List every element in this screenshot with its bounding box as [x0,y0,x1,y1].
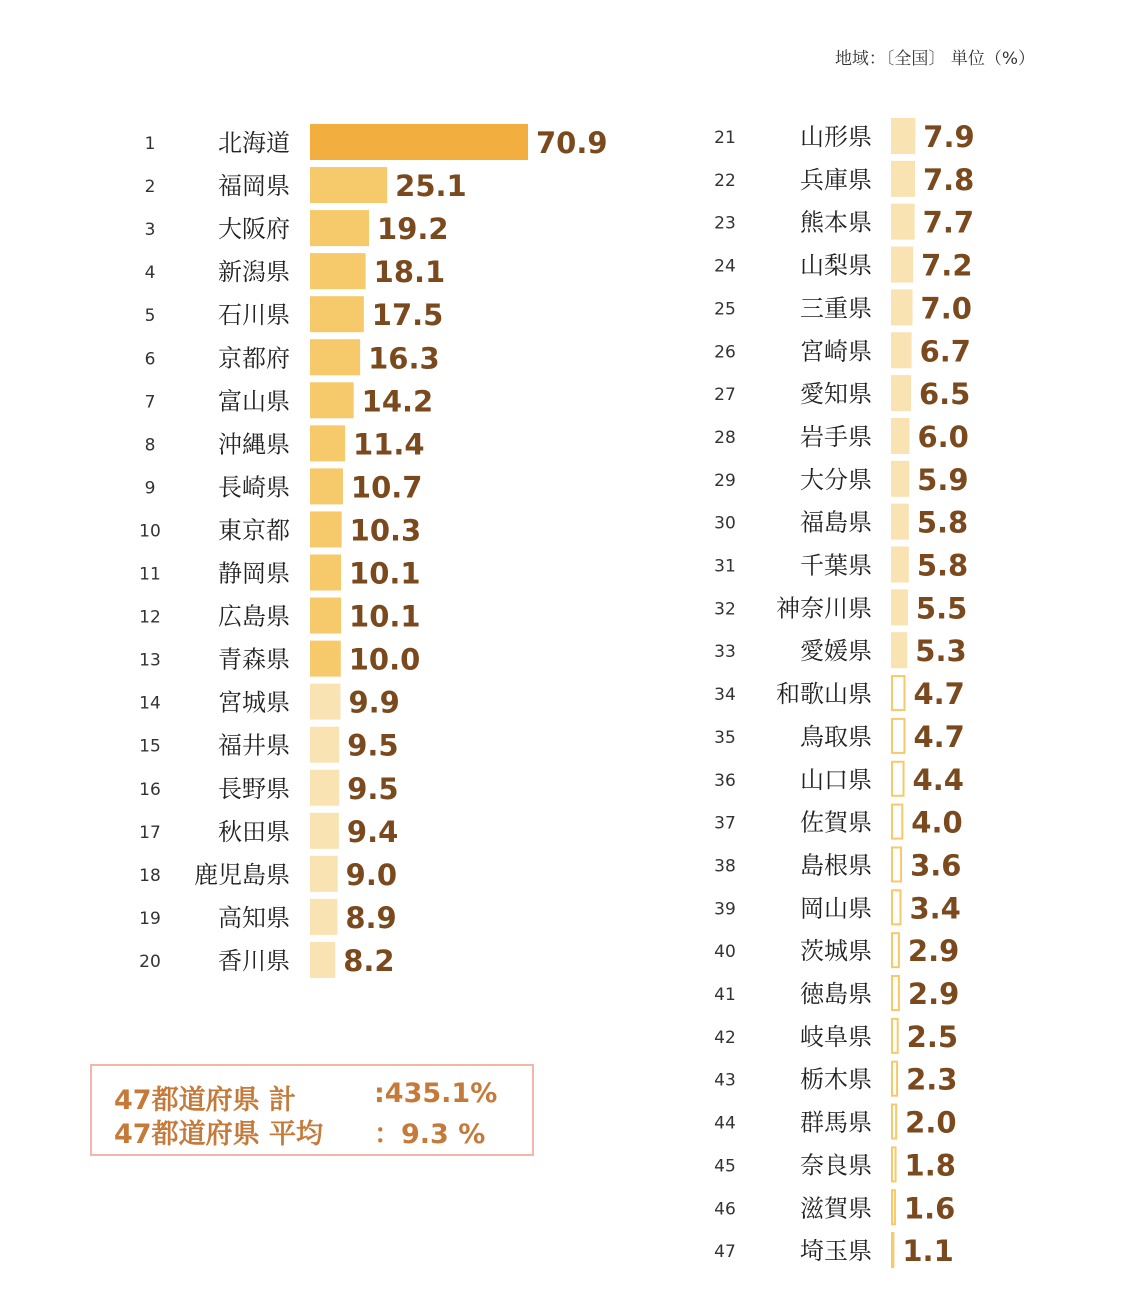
bar [892,933,899,967]
bar [892,976,899,1010]
bar [892,1147,896,1181]
prefecture-label: 山梨県 [800,251,872,280]
value-label: 6.5 [918,377,971,412]
prefecture-label: 神奈川県 [776,594,872,623]
bar [892,1105,896,1139]
rank-label: 35 [714,727,736,748]
bar [891,547,909,583]
bar [310,727,339,763]
prefecture-label: 福島県 [800,508,872,537]
rank-label: 24 [714,256,736,277]
rank-label: 14 [139,693,161,714]
prefecture-label: 愛媛県 [800,637,872,666]
rank-label: 47 [714,1242,736,1263]
rank-label: 7 [144,392,156,413]
prefecture-label: 大阪府 [218,215,290,244]
value-label: 10.1 [349,556,421,591]
bar [310,856,338,892]
prefecture-label: 岩手県 [800,422,872,451]
value-label: 6.0 [917,419,969,454]
rank-label: 13 [139,650,161,671]
bar [891,461,909,497]
prefecture-label: 佐賀県 [800,808,872,837]
rank-label: 11 [139,564,161,585]
bar [891,632,907,668]
value-label: 1.8 [904,1148,956,1183]
rank-label: 30 [714,513,736,534]
bar [891,504,909,540]
prefecture-label: 島根県 [800,851,872,880]
value-label: 9.0 [345,857,398,892]
rank-label: 45 [714,1156,736,1177]
value-label: 9.9 [348,685,400,720]
value-label: 2.9 [907,934,960,969]
rank-label: 8 [144,435,156,456]
value-label: 25.1 [395,169,467,204]
value-label: 4.7 [913,719,965,754]
prefecture-label: 埼玉県 [800,1237,872,1266]
summary-total-value: :435.1% [374,1078,498,1109]
bar [892,1062,897,1096]
rank-label: 9 [144,478,156,499]
value-label: 3.4 [909,891,961,926]
prefecture-label: 三重県 [800,294,872,323]
prefecture-label: 鳥取県 [800,722,872,751]
summary-average-row [114,1112,486,1151]
rank-label: 37 [714,813,736,834]
value-label: 10.0 [348,642,421,677]
bar [310,813,339,849]
rank-label: 44 [714,1113,736,1134]
value-label: 1.1 [902,1234,954,1269]
prefecture-label: 宮城県 [218,688,290,717]
bar [891,589,908,625]
rank-label: 16 [139,779,161,800]
value-label: 4.7 [913,677,965,712]
value-label: 5.5 [915,591,968,626]
value-label: 7.8 [922,162,975,197]
bar [891,418,909,454]
rank-label: 27 [714,385,736,406]
rank-label: 2 [144,177,156,198]
prefecture-label: 東京都 [218,516,290,545]
summary-total-label: 47都道府県 計 [114,1085,296,1116]
prefecture-label: 沖縄県 [218,430,290,459]
value-label: 10.7 [350,470,423,505]
prefecture-label: 奈良県 [800,1151,872,1180]
value-label: 17.5 [371,298,444,333]
rank-label: 42 [714,1027,736,1048]
prefecture-label: 長崎県 [218,473,290,502]
value-label: 9.5 [347,728,399,763]
prefecture-label: 徳島県 [800,980,872,1008]
bar [310,899,337,935]
bar [891,161,915,197]
rank-label: 38 [714,856,736,877]
value-label: 7.7 [922,205,975,240]
bar [310,770,339,806]
value-label: 3.6 [910,848,962,883]
prefecture-label: 長野県 [218,774,290,803]
prefecture-label: 新潟県 [218,258,290,287]
prefecture-label: 群馬県 [800,1108,872,1137]
bar [891,247,913,283]
prefecture-label: 和歌山県 [776,680,872,709]
value-label: 2.9 [907,977,960,1011]
rank-label: 5 [144,306,156,327]
value-label: 6.7 [919,334,971,369]
bar [892,676,904,710]
bar [892,890,900,924]
rank-label: 4 [144,263,156,284]
rank-label: 10 [139,521,161,542]
value-label: 4.4 [912,762,964,797]
bar [310,296,364,332]
value-label: 5.9 [917,462,969,497]
summary-average-label: 47都道府県 平均 [114,1119,323,1150]
rank-label: 15 [139,736,161,757]
summary-average-value: ：9.3 % [374,1119,486,1150]
prefecture-label: 栃木県 [800,1065,872,1094]
prefecture-label: 富山県 [218,387,290,416]
bar [310,124,528,160]
bar [892,719,904,753]
bar [892,1233,893,1267]
bar [310,210,369,246]
value-label: 5.8 [916,505,969,540]
bar [892,1019,898,1053]
prefecture-label: 山形県 [800,123,872,151]
value-label: 7.2 [921,248,973,283]
value-label: 5.8 [916,548,969,583]
prefecture-label: 青森県 [218,645,290,674]
prefecture-label: 大分県 [800,465,872,494]
rank-label: 33 [714,642,736,663]
rank-label: 25 [714,299,736,320]
value-label: 7.0 [920,291,972,326]
value-label: 9.4 [346,814,399,849]
rank-label: 23 [714,213,736,234]
bar [892,805,902,839]
value-label: 2.3 [906,1062,958,1097]
value-label: 4.0 [911,805,963,840]
prefecture-label: 高知県 [218,903,290,932]
rank-label: 1 [144,134,156,154]
prefecture-label: 兵庫県 [800,165,872,194]
prefecture-label: 千葉県 [800,551,872,580]
prefecture-label: 京都府 [218,344,290,373]
prefecture-label: 愛知県 [800,380,872,409]
prefecture-label: 茨城県 [800,937,872,966]
value-label: 11.4 [353,427,425,462]
region-unit-label: 地域：〔全国〕 単位（%） [834,49,1035,69]
value-label: 70.9 [536,126,608,160]
prefecture-label: 石川県 [218,301,290,330]
prefecture-label: 北海道 [218,129,290,157]
summary-box [90,1064,534,1156]
rank-label: 26 [714,342,736,363]
rank-label: 20 [139,951,161,972]
rank-label: 41 [714,985,736,1005]
prefecture-label: 福井県 [218,731,290,760]
bar [310,382,354,418]
value-label: 2.5 [906,1019,959,1054]
value-label: 7.9 [923,120,975,154]
bar [891,332,912,368]
bar [891,375,911,411]
value-label: 5.3 [915,634,967,669]
bar [891,289,913,325]
bar [891,118,915,154]
value-label: 19.2 [377,212,449,247]
bar [310,598,341,634]
rank-label: 21 [714,128,736,148]
bar [892,1190,895,1224]
value-label: 16.3 [368,341,440,376]
rank-label: 3 [144,220,156,241]
rank-label: 29 [714,470,736,491]
bar [310,167,387,203]
rank-label: 34 [714,685,736,706]
value-label: 18.1 [373,255,446,290]
prefecture-label: 岡山県 [800,894,872,923]
rank-label: 22 [714,170,736,191]
prefecture-label: 静岡県 [218,559,290,588]
prefecture-label: 宮崎県 [800,337,872,366]
prefecture-label: 滋賀県 [800,1194,872,1223]
rank-label: 43 [714,1070,736,1091]
bar [310,425,345,461]
bar [891,204,915,240]
bar [310,684,340,720]
value-label: 10.3 [349,513,422,548]
rank-label: 6 [144,349,156,370]
value-label: 10.1 [349,599,421,634]
rank-label: 12 [139,607,161,628]
value-label: 8.2 [343,943,395,978]
rank-label: 19 [139,908,161,929]
rank-label: 17 [139,822,161,843]
rank-label: 31 [714,556,736,577]
prefecture-label: 福岡県 [218,172,290,201]
value-label: 14.2 [361,384,434,419]
bar [310,511,342,547]
rank-label: 46 [714,1199,736,1220]
bar [310,339,360,375]
rank-label: 32 [714,599,736,620]
value-label: 2.0 [905,1105,957,1140]
rank-label: 39 [714,899,736,920]
prefecture-label: 山口県 [800,765,872,794]
rank-label: 36 [714,770,736,791]
prefecture-label: 岐阜県 [800,1022,872,1051]
prefecture-label: 鹿児島県 [194,860,290,889]
bar [310,641,341,677]
rank-label: 40 [714,942,736,963]
rank-label: 18 [139,865,161,886]
bar [310,942,335,978]
bar [310,253,366,289]
bar [310,555,341,591]
bar [892,762,904,796]
bar [892,847,901,881]
value-label: 8.9 [345,900,397,935]
value-label: 9.5 [347,771,399,806]
value-label: 1.6 [903,1191,956,1226]
prefecture-label: 広島県 [218,602,290,631]
prefecture-label: 香川県 [218,946,290,975]
prefecture-label: 秋田県 [218,817,290,846]
bar [310,468,343,504]
prefecture-label: 熊本県 [800,208,872,237]
rank-label: 28 [714,427,736,448]
